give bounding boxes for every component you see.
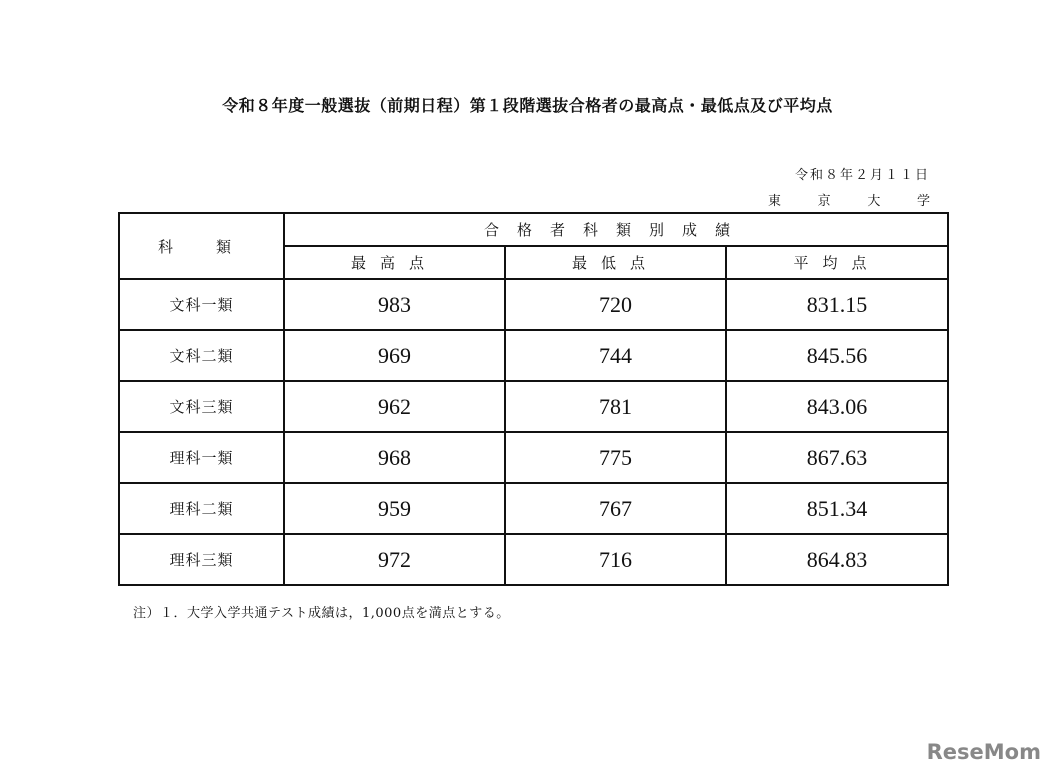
category-header: 科 類 <box>119 213 284 279</box>
min-score-cell: 781 <box>505 381 726 432</box>
table-row <box>119 534 948 585</box>
min-score-cell: 744 <box>505 330 726 381</box>
organization-name <box>768 190 930 209</box>
document-title: 令和８年度一般選抜（前期日程）第１段階選抜合格者の最高点・最低点及び平均点 <box>222 96 833 115</box>
footnote: 注）１．大学入学共通テスト成績は，1,000点を満点とする。 <box>133 606 510 621</box>
category-cell: 理科一類 <box>119 432 284 483</box>
category-cell: 文科二類 <box>119 330 284 381</box>
org-char: 京 <box>817 194 831 209</box>
avg-score-cell: 864.83 <box>726 534 948 585</box>
column-header-avg: 平均点 <box>726 246 948 279</box>
min-score-cell: 716 <box>505 534 726 585</box>
min-score-cell: 767 <box>505 483 726 534</box>
column-header-max: 最高点 <box>284 246 505 279</box>
max-score-cell: 983 <box>284 279 505 330</box>
max-score-cell: 962 <box>284 381 505 432</box>
table-header-row <box>119 213 948 246</box>
avg-score-cell: 843.06 <box>726 381 948 432</box>
max-score-cell: 972 <box>284 534 505 585</box>
min-score-cell: 720 <box>505 279 726 330</box>
category-cell: 理科三類 <box>119 534 284 585</box>
watermark-logo: ReseMom <box>926 740 1041 764</box>
category-cell: 文科三類 <box>119 381 284 432</box>
avg-score-cell: 831.15 <box>726 279 948 330</box>
table-row <box>119 483 948 534</box>
table-row <box>119 279 948 330</box>
avg-score-cell: 845.56 <box>726 330 948 381</box>
document-date: 令和８年２月１１日 <box>794 168 930 183</box>
column-header-min: 最低点 <box>505 246 726 279</box>
category-cell: 文科一類 <box>119 279 284 330</box>
max-score-cell: 968 <box>284 432 505 483</box>
org-char: 学 <box>916 194 930 209</box>
max-score-cell: 969 <box>284 330 505 381</box>
avg-score-cell: 867.63 <box>726 432 948 483</box>
org-char: 大 <box>867 194 881 209</box>
category-cell: 理科二類 <box>119 483 284 534</box>
min-score-cell: 775 <box>505 432 726 483</box>
group-header: 合格者科類別成績 <box>284 213 948 246</box>
max-score-cell: 959 <box>284 483 505 534</box>
avg-score-cell: 851.34 <box>726 483 948 534</box>
table-row <box>119 432 948 483</box>
table-row <box>119 381 948 432</box>
results-table <box>118 212 949 586</box>
table-row <box>119 330 948 381</box>
org-char: 東 <box>768 194 782 209</box>
